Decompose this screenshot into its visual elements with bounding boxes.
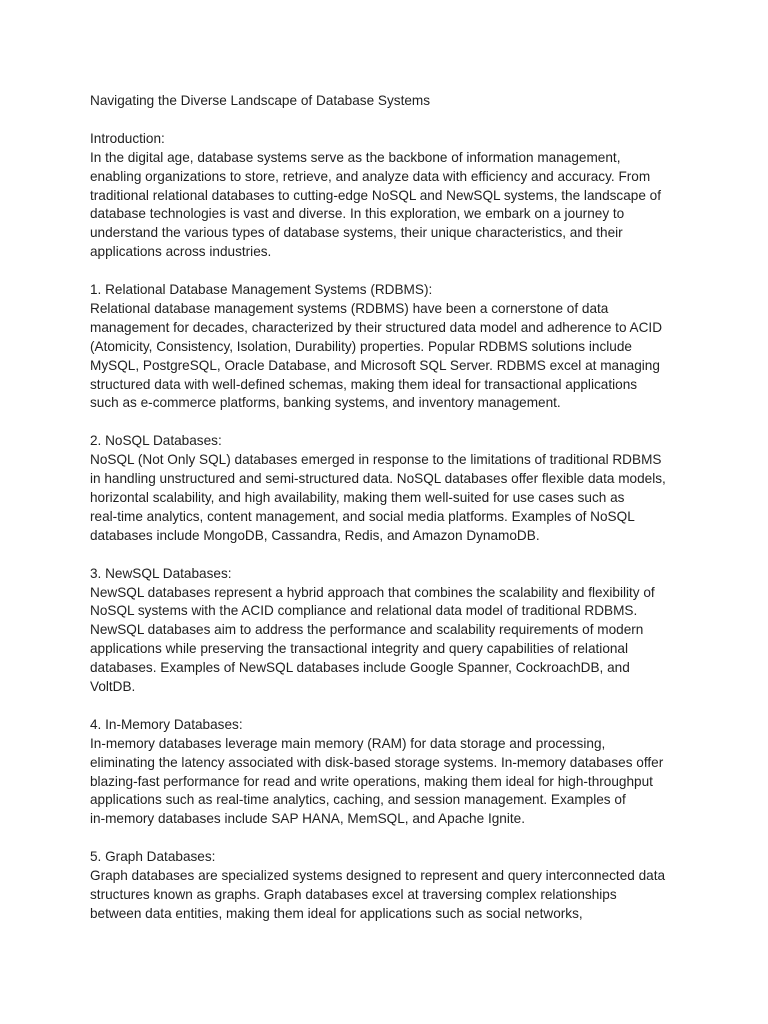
section-graph bbox=[90, 848, 690, 924]
text-line: applications across industries. bbox=[90, 244, 272, 260]
section-heading: Introduction: bbox=[90, 130, 165, 146]
section-heading: 4. In-Memory Databases: bbox=[90, 716, 243, 732]
text-line: NoSQL systems with the ACID compliance and relational data model of traditional RDBMS. bbox=[90, 603, 638, 619]
section-body bbox=[90, 451, 690, 546]
text-line: In the digital age, database systems serve as the backbone of information management, bbox=[90, 149, 621, 165]
section-rdbms bbox=[90, 281, 690, 413]
section-nosql bbox=[90, 432, 690, 545]
text-line: applications such as real-time analytics, caching, and session management. Examples of bbox=[90, 792, 626, 808]
section-heading: 1. Relational Database Management Systems (RDBMS): bbox=[90, 282, 433, 298]
section-body bbox=[90, 584, 690, 697]
text-line: structures known as graphs. Graph databases excel at traversing complex relationships bbox=[90, 886, 617, 902]
section-heading: 3. NewSQL Databases: bbox=[90, 565, 232, 581]
text-line: blazing-fast performance for read and write operations, making them ideal for high-throughput bbox=[90, 773, 653, 789]
text-line: enabling organizations to store, retrieve, and analyze data with efficiency and accuracy. From bbox=[90, 168, 651, 184]
text-line: Graph databases are specialized systems designed to represent and query interconnected data bbox=[90, 868, 666, 884]
text-line: In-memory databases leverage main memory (RAM) for data storage and processing, bbox=[90, 735, 606, 751]
text-line: management for decades, characterized by their structured data model and adherence to ACID bbox=[90, 319, 663, 335]
text-line: NewSQL databases represent a hybrid approach that combines the scalability and flexibility of bbox=[90, 584, 655, 600]
text-line: databases include MongoDB, Cassandra, Redis, and Amazon DynamoDB. bbox=[90, 527, 540, 543]
text-line: between data entities, making them ideal for applications such as social networks, bbox=[90, 905, 583, 921]
section-newsql bbox=[90, 565, 690, 697]
section-heading: 2. NoSQL Databases: bbox=[90, 433, 222, 449]
text-line: in handling unstructured and semi-structured data. NoSQL databases offer flexible data models, bbox=[90, 471, 666, 487]
text-line: eliminating the latency associated with disk-based storage systems. In-memory databases offer bbox=[90, 754, 664, 770]
document-page bbox=[90, 92, 690, 943]
text-line: Relational database management systems (RDBMS) have been a cornerstone of data bbox=[90, 300, 609, 316]
text-line: horizontal scalability, and high availability, making them well-suited for use cases such as bbox=[90, 489, 625, 505]
text-line: NewSQL databases aim to address the performance and scalability requirements of modern bbox=[90, 622, 644, 638]
text-line: applications while preserving the transactional integrity and query capabilities of relational bbox=[90, 641, 629, 657]
document-title: Navigating the Diverse Landscape of Database Systems bbox=[90, 93, 431, 108]
section-heading: 5. Graph Databases: bbox=[90, 849, 216, 865]
section-introduction bbox=[90, 130, 690, 262]
text-line: VoltDB. bbox=[90, 679, 136, 695]
text-line: database technologies is vast and diverse. In this exploration, we embark on a journey to bbox=[90, 206, 625, 222]
text-line: databases. Examples of NewSQL databases include Google Spanner, CockroachDB, and bbox=[90, 660, 630, 676]
text-line: NoSQL (Not Only SQL) databases emerged in response to the limitations of traditional RDBMS bbox=[90, 452, 662, 468]
text-line: real-time analytics, content management, and social media platforms. Examples of NoSQL bbox=[90, 508, 635, 524]
text-line: MySQL, PostgreSQL, Oracle Database, and Microsoft SQL Server. RDBMS excel at managing bbox=[90, 357, 660, 373]
text-line: structured data with well-defined schemas, making them ideal for transactional applications bbox=[90, 376, 638, 392]
section-body bbox=[90, 300, 690, 413]
text-line: traditional relational databases to cutting-edge NoSQL and NewSQL systems, the landscape of bbox=[90, 187, 662, 203]
section-body bbox=[90, 735, 690, 830]
section-body bbox=[90, 149, 690, 262]
text-line: such as e-commerce platforms, banking systems, and inventory management. bbox=[90, 395, 561, 411]
text-line: (Atomicity, Consistency, Isolation, Durability) properties. Popular RDBMS solutions include bbox=[90, 338, 632, 354]
text-line: understand the various types of database systems, their unique characteristics, and their bbox=[90, 225, 623, 241]
text-line: in-memory databases include SAP HANA, MemSQL, and Apache Ignite. bbox=[90, 811, 525, 827]
section-in-memory bbox=[90, 716, 690, 829]
section-body bbox=[90, 867, 690, 924]
